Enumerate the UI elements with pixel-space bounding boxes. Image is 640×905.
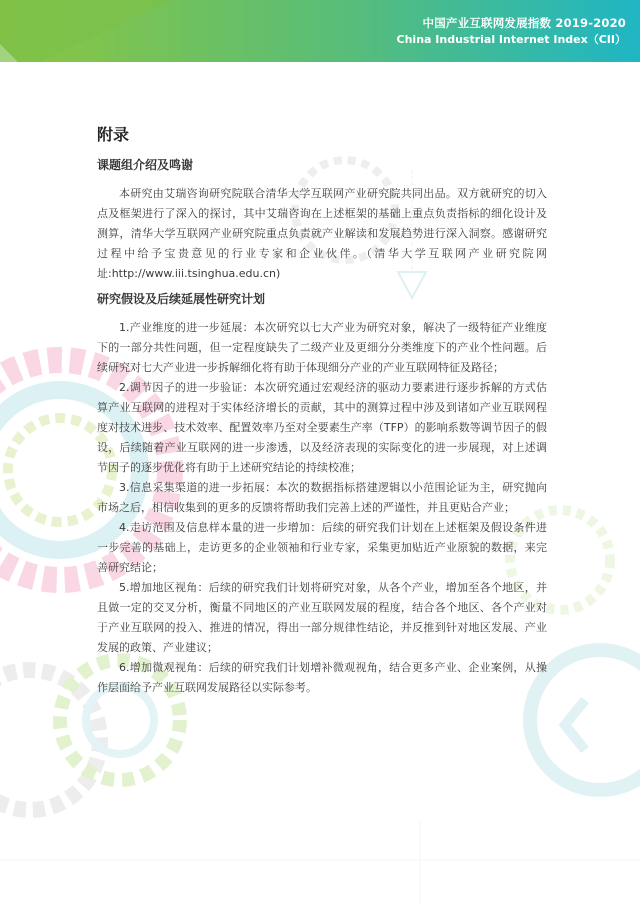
header-titles bbox=[397, 15, 626, 48]
research-plan-list bbox=[97, 318, 547, 698]
header-title-cn: 中国产业互联网发展指数 2019-2020 bbox=[422, 16, 626, 30]
section2-title: 研究假设及后续延展性研究计划 bbox=[97, 292, 266, 306]
list-item: 5.增加地区视角：后续的研究我们计划将研究对象，从各个产业，增加至各个地区，并且做一定的交叉分析，衡量不同地区的产业互联网发展的程度，结合各个地区、各个产业对于产业互联网的投入、推进的情况，得出一部分规律性结论，并反推到针对地区发展、产业发展的政策、产业建议； bbox=[97, 581, 547, 654]
list-item: 2.调节因子的进一步验证：本次研究通过宏观经济的驱动力要素进行逐步拆解的方式估算产业互联网的进程对于实体经济增长的贡献，其中的测算过程中涉及到诸如产业互联网程度对技术进步、技术效率、配置效率乃至对全要素生产率（TFP）的影响系数等调节因子的假设，后续随着产业互联网的进一步渗透，以及经济表现的实际变化的进一步展现，对上述调节因子的逐步优化将有助于上述研究结论的持续校准； bbox=[97, 381, 547, 474]
section1-title: 课题组介绍及鸣谢 bbox=[97, 158, 194, 172]
section1-paragraph: 本研究由艾瑞咨询研究院联合清华大学互联网产业研究院共同出品。双方就研究的切入点及框架进行了深入的探讨，其中艾瑞咨询在上述框架的基础上重点负责指标的细化设计及测算，清华大学互联网产业研究院重点负责就产业解读和发展趋势进行深入洞察。感谢研究过程中给予宝贵意见的行业专家和企业伙伴。（清华大学互联网产业研究院网址:http://www.iii.tsinghua.edu.cn) bbox=[97, 187, 547, 280]
page-title: 附录 bbox=[97, 125, 130, 144]
bottom-lines-decoration bbox=[0, 820, 640, 905]
list-item: 1.产业维度的进一步延展：本次研究以七大产业为研究对象，解决了一级特征产业维度下的一部分共性问题，但一定程度缺失了二级产业及更细分分类维度下的产业个性问题。后续研究对七大产业进一步拆解细化将有助于体现细分产业的产业互联网特征及路径； bbox=[97, 321, 547, 374]
list-item: 3.信息采集渠道的进一步拓展：本次的数据指标搭建逻辑以小范围论证为主，研究抛向市场之后，相信收集到的更多的反馈将帮助我们完善上述的严谨性，并且更贴合产业； bbox=[97, 481, 547, 514]
appendix-content bbox=[97, 124, 547, 698]
header-title-en: China Industrial Internet Index（CII） bbox=[396, 33, 626, 46]
header-banner bbox=[0, 0, 640, 62]
list-item: 4.走访范围及信息样本量的进一步增加：后续的研究我们计划在上述框架及假设条件进一步完善的基础上，走访更多的企业领袖和行业专家，采集更加贴近产业原貌的数据，来完善研究结论； bbox=[97, 521, 547, 574]
list-item: 6.增加微观视角：后续的研究我们计划增补微观视角，结合更多产业、企业案例，从操作层面给予产业互联网发展路径以实际参考。 bbox=[97, 661, 547, 694]
